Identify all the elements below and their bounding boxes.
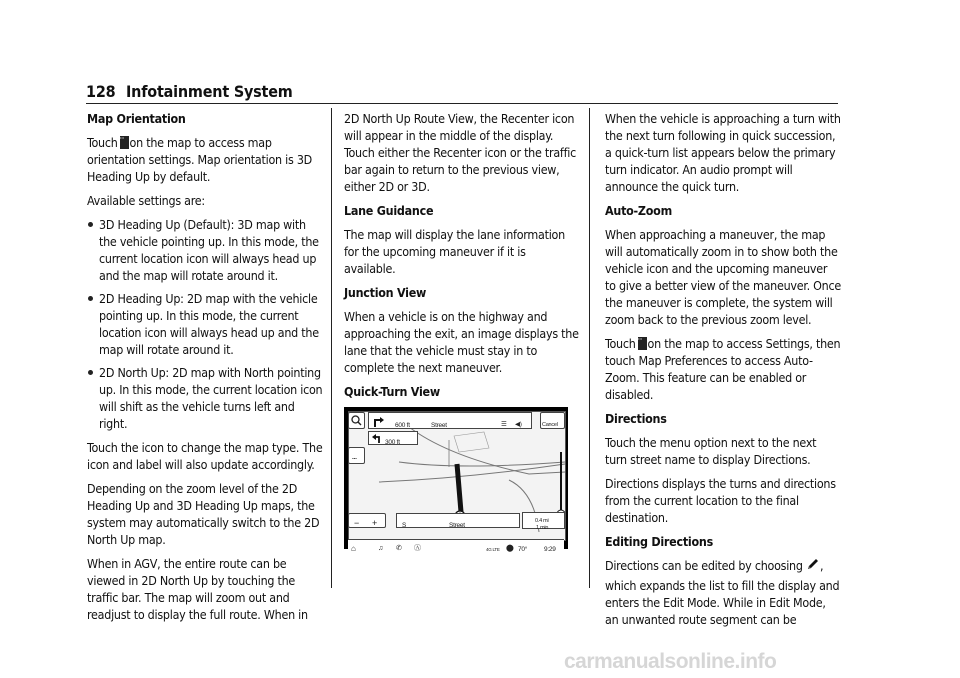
settings-list — [87, 216, 323, 432]
turn-bar[interactable] — [368, 412, 532, 429]
paragraph: which expands the list to fill the display and enters the Edit Mode. While in Edit Mode, an unwanted route segment can be — [605, 578, 840, 627]
quick-turn-screen-illustration — [344, 407, 568, 553]
paragraph: Available settings are: — [87, 193, 205, 208]
list-item: 2D Heading Up: 2D map with the vehicle pointing up. In this mode, the current location icon will always head up and the map will rotate around it. — [87, 290, 323, 358]
street-bar[interactable] — [396, 513, 520, 528]
eta-time: 1 min — [536, 525, 549, 531]
audio-icon[interactable]: ♫ — [378, 545, 383, 552]
paragraph — [87, 134, 323, 185]
eta-box[interactable] — [522, 512, 565, 529]
search-button[interactable] — [348, 412, 365, 429]
pencil-icon — [806, 557, 820, 571]
cancel-label: Cancel — [542, 422, 558, 428]
paragraph: When in AGV, the entire route can be viewed in 2D North Up by touching the traffic bar. The map will zoom out and readjust to display the full route. When in — [87, 556, 308, 622]
quick-turn-bar[interactable] — [368, 431, 418, 445]
text: on the map to access map orientation settings. Map orientation is 3D Heading Up by default. — [87, 135, 312, 184]
paragraph: When approaching a maneuver, the map will automatically zoom in to show both the vehicle icon and the upcoming maneuver to give a better view of the maneuver. Once the maneuver is complete, the system will zoom back to the previous zoom level. — [605, 227, 841, 327]
current-street: Street — [449, 522, 465, 529]
column-1 — [87, 110, 323, 630]
heading-quick-turn-view: Quick-Turn View — [344, 384, 440, 399]
page-number: 128 — [86, 82, 116, 101]
list-item: 3D Heading Up (Default): 3D map with the vehicle pointing up. In this mode, the current location icon will always head up and the map will rotate around it. — [87, 216, 323, 284]
heading-auto-zoom: Auto-Zoom — [605, 203, 672, 218]
location-pin-icon: ⬤ — [506, 545, 514, 552]
paragraph: Touch the menu option next to the next turn street name to display Directions. — [605, 435, 817, 467]
paragraph — [605, 557, 841, 574]
temperature: 70° — [518, 546, 528, 553]
watermark: carmanualsonline.info — [564, 650, 777, 673]
paragraph — [605, 335, 841, 403]
clock: 9:29 — [544, 546, 556, 553]
signal-label: 4G LTE — [486, 547, 500, 552]
text: , — [820, 558, 824, 573]
menu-icon — [638, 337, 647, 350]
column-2 — [344, 110, 580, 553]
paragraph: Touch the icon to change the map type. The icon and label will also update accordingly. — [87, 440, 323, 472]
turn-right-icon — [372, 414, 386, 428]
heading-junction-view: Junction View — [344, 285, 427, 300]
search-icon — [349, 413, 364, 428]
paragraph: Directions displays the turns and directions from the current location to the final destination. — [605, 476, 836, 525]
eta-distance: 0.4 mi — [535, 518, 549, 524]
paragraph: When the vehicle is approaching a turn with the next turn following in quick succession, a quick-turn list appears below the primary turn indicator. An audio prompt will announce the quick turn. — [605, 111, 841, 194]
section-title: Infotainment System — [126, 82, 293, 101]
home-icon[interactable]: ⌂ — [351, 544, 356, 553]
heading-map-orientation: Map Orientation — [87, 111, 186, 126]
column-3 — [605, 110, 841, 635]
paragraph: The map will display the lane information for the upcoming maneuver if it is available. — [344, 227, 565, 276]
paragraph: When a vehicle is on the highway and approaching the exit, an image displays the lane that the vehicle must stay in to complete the next maneuver. — [344, 309, 579, 375]
text: Touch — [87, 135, 118, 150]
status-bar — [348, 539, 564, 553]
column-divider — [589, 108, 590, 588]
text: Directions can be edited by choosing — [605, 558, 803, 573]
turn-distance: 600 ft — [395, 422, 410, 429]
paragraph: 2D North Up Route View, the Recenter icon will appear in the middle of the display. Touch either the Recenter icon or the traffic bar again to return to the previous view, either 2D or 3D. — [344, 111, 576, 194]
menu-icon — [120, 136, 129, 149]
zoom-in-button[interactable]: + — [372, 518, 378, 528]
heading-editing-directions: Editing Directions — [605, 534, 713, 549]
text: Touch — [605, 336, 636, 351]
quick-turn-distance: 300 ft — [385, 439, 400, 446]
speaker-icon: ◀) — [515, 421, 522, 428]
paragraph: Depending on the zoom level of the 2D Heading Up and 3D Heading Up maps, the system may automatically switch to the 2D North Up map. — [87, 481, 320, 547]
turn-street: Street — [431, 422, 447, 429]
heading-directions: Directions — [605, 411, 667, 426]
column-divider — [331, 108, 332, 588]
heading-lane-guidance: Lane Guidance — [344, 203, 434, 218]
text: on the map to access Settings, then touch Map Preferences to access Auto-Zoom. This feature can be enabled or disabled. — [605, 336, 841, 402]
menu-button[interactable] — [348, 447, 365, 464]
dots-label: ... — [352, 454, 357, 461]
header-rule — [86, 103, 838, 104]
zoom-controls[interactable] — [348, 513, 386, 528]
cancel-button[interactable] — [540, 412, 565, 429]
nav-icon[interactable]: Ⓐ — [414, 545, 421, 552]
turn-left-icon — [372, 433, 382, 443]
direction-label: S — [402, 522, 407, 529]
page-header — [86, 82, 838, 104]
list-icon: ☰ — [501, 421, 507, 428]
phone-icon[interactable]: ✆ — [396, 545, 402, 552]
zoom-out-button[interactable]: − — [354, 518, 360, 528]
list-item: 2D North Up: 2D map with North pointing up. In this mode, the current location icon will shift as the vehicle turns left and right. — [87, 364, 323, 432]
